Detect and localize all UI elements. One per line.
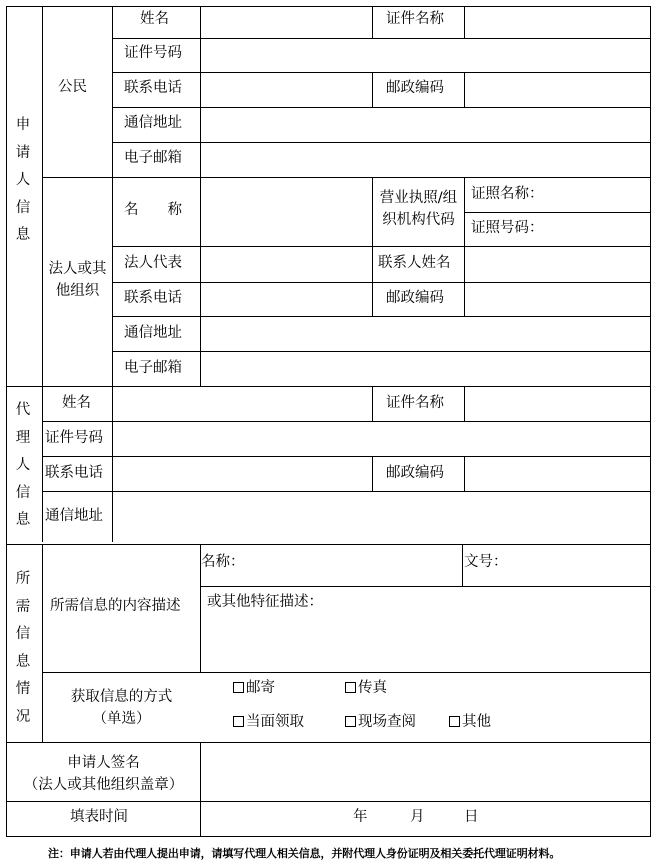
citizen-phone-label: 联系电话 xyxy=(124,80,182,96)
org-legal-rep-label: 法人代表 xyxy=(124,255,182,271)
date-month-label: 月 xyxy=(410,809,425,825)
col-line xyxy=(42,386,43,542)
col-line xyxy=(112,6,113,387)
agent-address-field[interactable] xyxy=(113,492,650,544)
option-mail[interactable] xyxy=(233,679,275,697)
section-char: 情 xyxy=(15,681,31,697)
org-license-label xyxy=(373,187,464,231)
date-label: 填表时间 xyxy=(70,809,128,825)
date-field[interactable] xyxy=(201,802,650,836)
doc-name-label[interactable]: 名称： xyxy=(201,554,245,570)
agent-section-label xyxy=(13,397,33,535)
col-line xyxy=(42,6,43,387)
org-phone-field[interactable] xyxy=(201,283,372,316)
signature-label-line1: 申请人签名 xyxy=(67,755,140,771)
org-license-name-label[interactable]: 证照名称： xyxy=(471,186,544,202)
signature-label-line2: （法人或其他组织盖章） xyxy=(23,777,184,793)
info-section-label xyxy=(13,566,33,731)
checkbox-icon[interactable] xyxy=(345,716,356,727)
org-license-label-line1: 营业执照/组 xyxy=(379,190,458,206)
agent-postcode-field[interactable] xyxy=(465,457,650,491)
section-char: 况 xyxy=(15,708,31,725)
option-fax[interactable] xyxy=(345,679,387,697)
option-on-site[interactable] xyxy=(345,713,416,731)
section-char: 人 xyxy=(15,172,31,188)
org-legal-rep-field[interactable] xyxy=(201,247,372,282)
section-char: 需 xyxy=(15,598,31,615)
section-char: 代 xyxy=(15,402,31,418)
org-phone-label: 联系电话 xyxy=(124,290,182,306)
section-char: 理 xyxy=(15,429,31,446)
content-description-label: 所需信息的内容描述 xyxy=(50,598,181,614)
agent-address-label: 通信地址 xyxy=(45,508,103,524)
option-label: 邮寄 xyxy=(246,680,275,696)
agent-phone-label: 联系电话 xyxy=(45,465,103,481)
citizen-id-number-field[interactable] xyxy=(201,39,650,72)
method-label xyxy=(43,686,200,730)
citizen-address-label: 通信地址 xyxy=(124,115,182,131)
org-group-label xyxy=(43,258,112,302)
option-label: 传真 xyxy=(358,680,387,696)
section-char: 申 xyxy=(15,117,31,133)
citizen-address-field[interactable] xyxy=(201,108,650,142)
option-label: 其他 xyxy=(462,714,491,730)
citizen-id-type-label: 证件名称 xyxy=(386,11,444,27)
org-email-label: 电子邮箱 xyxy=(124,360,182,376)
row-line xyxy=(464,212,650,213)
section-char: 息 xyxy=(15,653,31,670)
border-bottom xyxy=(6,836,650,837)
citizen-id-type-field[interactable] xyxy=(465,7,650,38)
signature-label xyxy=(7,752,200,796)
section-char: 信 xyxy=(15,199,31,216)
org-group-label-line2: 他组织 xyxy=(55,283,100,299)
option-label: 现场查阅 xyxy=(358,714,416,730)
signature-field[interactable] xyxy=(201,743,650,801)
method-label-line2: （单选） xyxy=(92,711,151,727)
col-line xyxy=(372,456,373,492)
method-label-line1: 获取信息的方式 xyxy=(70,689,173,705)
row-line xyxy=(200,586,650,587)
border-right xyxy=(650,6,651,837)
org-postcode-label: 邮政编码 xyxy=(386,290,444,306)
checkbox-icon[interactable] xyxy=(449,716,460,727)
org-email-field[interactable] xyxy=(201,352,650,386)
section-char: 信 xyxy=(15,484,31,501)
agent-name-field[interactable] xyxy=(113,387,372,421)
org-name-field[interactable] xyxy=(201,178,372,246)
agent-id-type-field[interactable] xyxy=(465,387,650,421)
option-other[interactable] xyxy=(449,713,491,731)
org-contact-name-field[interactable] xyxy=(465,247,650,282)
checkbox-icon[interactable] xyxy=(345,682,356,693)
citizen-name-label: 姓名 xyxy=(140,11,169,27)
citizen-id-number-label: 证件号码 xyxy=(124,45,182,61)
agent-name-label: 姓名 xyxy=(62,395,91,411)
agent-id-number-label: 证件号码 xyxy=(45,430,103,446)
applicant-section-label xyxy=(13,112,33,250)
section-line xyxy=(6,544,650,545)
citizen-postcode-label: 邮政编码 xyxy=(386,80,444,96)
border-left xyxy=(6,6,7,837)
org-contact-name-label: 联系人姓名 xyxy=(378,255,451,271)
section-char: 人 xyxy=(15,457,31,473)
section-char: 所 xyxy=(15,571,31,587)
col-line xyxy=(372,72,373,108)
date-day-label: 日 xyxy=(464,809,479,825)
footnote: 注：申请人若由代理人提出申请，请填写代理人相关信息，并附代理人身份证明及相关委托代理证明材料。 xyxy=(48,847,561,860)
citizen-name-field[interactable] xyxy=(201,7,372,38)
checkbox-icon[interactable] xyxy=(233,716,244,727)
org-license-number-label[interactable]: 证照号码： xyxy=(471,220,544,236)
option-label: 当面领取 xyxy=(246,714,304,730)
doc-number-label[interactable]: 文号： xyxy=(464,554,508,570)
col-line xyxy=(372,386,373,422)
org-postcode-field[interactable] xyxy=(465,283,650,316)
agent-id-number-field[interactable] xyxy=(113,422,650,456)
org-address-label: 通信地址 xyxy=(124,325,182,341)
section-char: 请 xyxy=(15,144,31,161)
org-address-field[interactable] xyxy=(201,317,650,351)
citizen-group-label: 公民 xyxy=(58,79,87,95)
org-license-label-line2: 织机构代码 xyxy=(382,212,455,228)
agent-id-type-label: 证件名称 xyxy=(386,395,444,411)
agent-postcode-label: 邮政编码 xyxy=(386,465,444,481)
section-char: 息 xyxy=(15,227,31,243)
org-group-label-line1: 法人或其 xyxy=(48,261,107,277)
option-in-person[interactable] xyxy=(233,713,304,731)
citizen-phone-field[interactable] xyxy=(201,73,372,107)
agent-phone-field[interactable] xyxy=(113,457,372,491)
row-line xyxy=(42,672,650,673)
checkbox-icon[interactable] xyxy=(233,682,244,693)
citizen-email-field[interactable] xyxy=(201,143,650,177)
section-char: 信 xyxy=(15,626,31,642)
citizen-postcode-field[interactable] xyxy=(465,73,650,107)
org-name-label: 名 称 xyxy=(124,202,182,218)
col-line xyxy=(372,6,373,39)
other-features-label[interactable]: 或其他特征描述： xyxy=(207,594,323,610)
citizen-email-label: 电子邮箱 xyxy=(124,150,182,166)
date-year-label: 年 xyxy=(353,809,368,825)
col-line xyxy=(462,544,463,587)
section-char: 息 xyxy=(15,512,31,528)
